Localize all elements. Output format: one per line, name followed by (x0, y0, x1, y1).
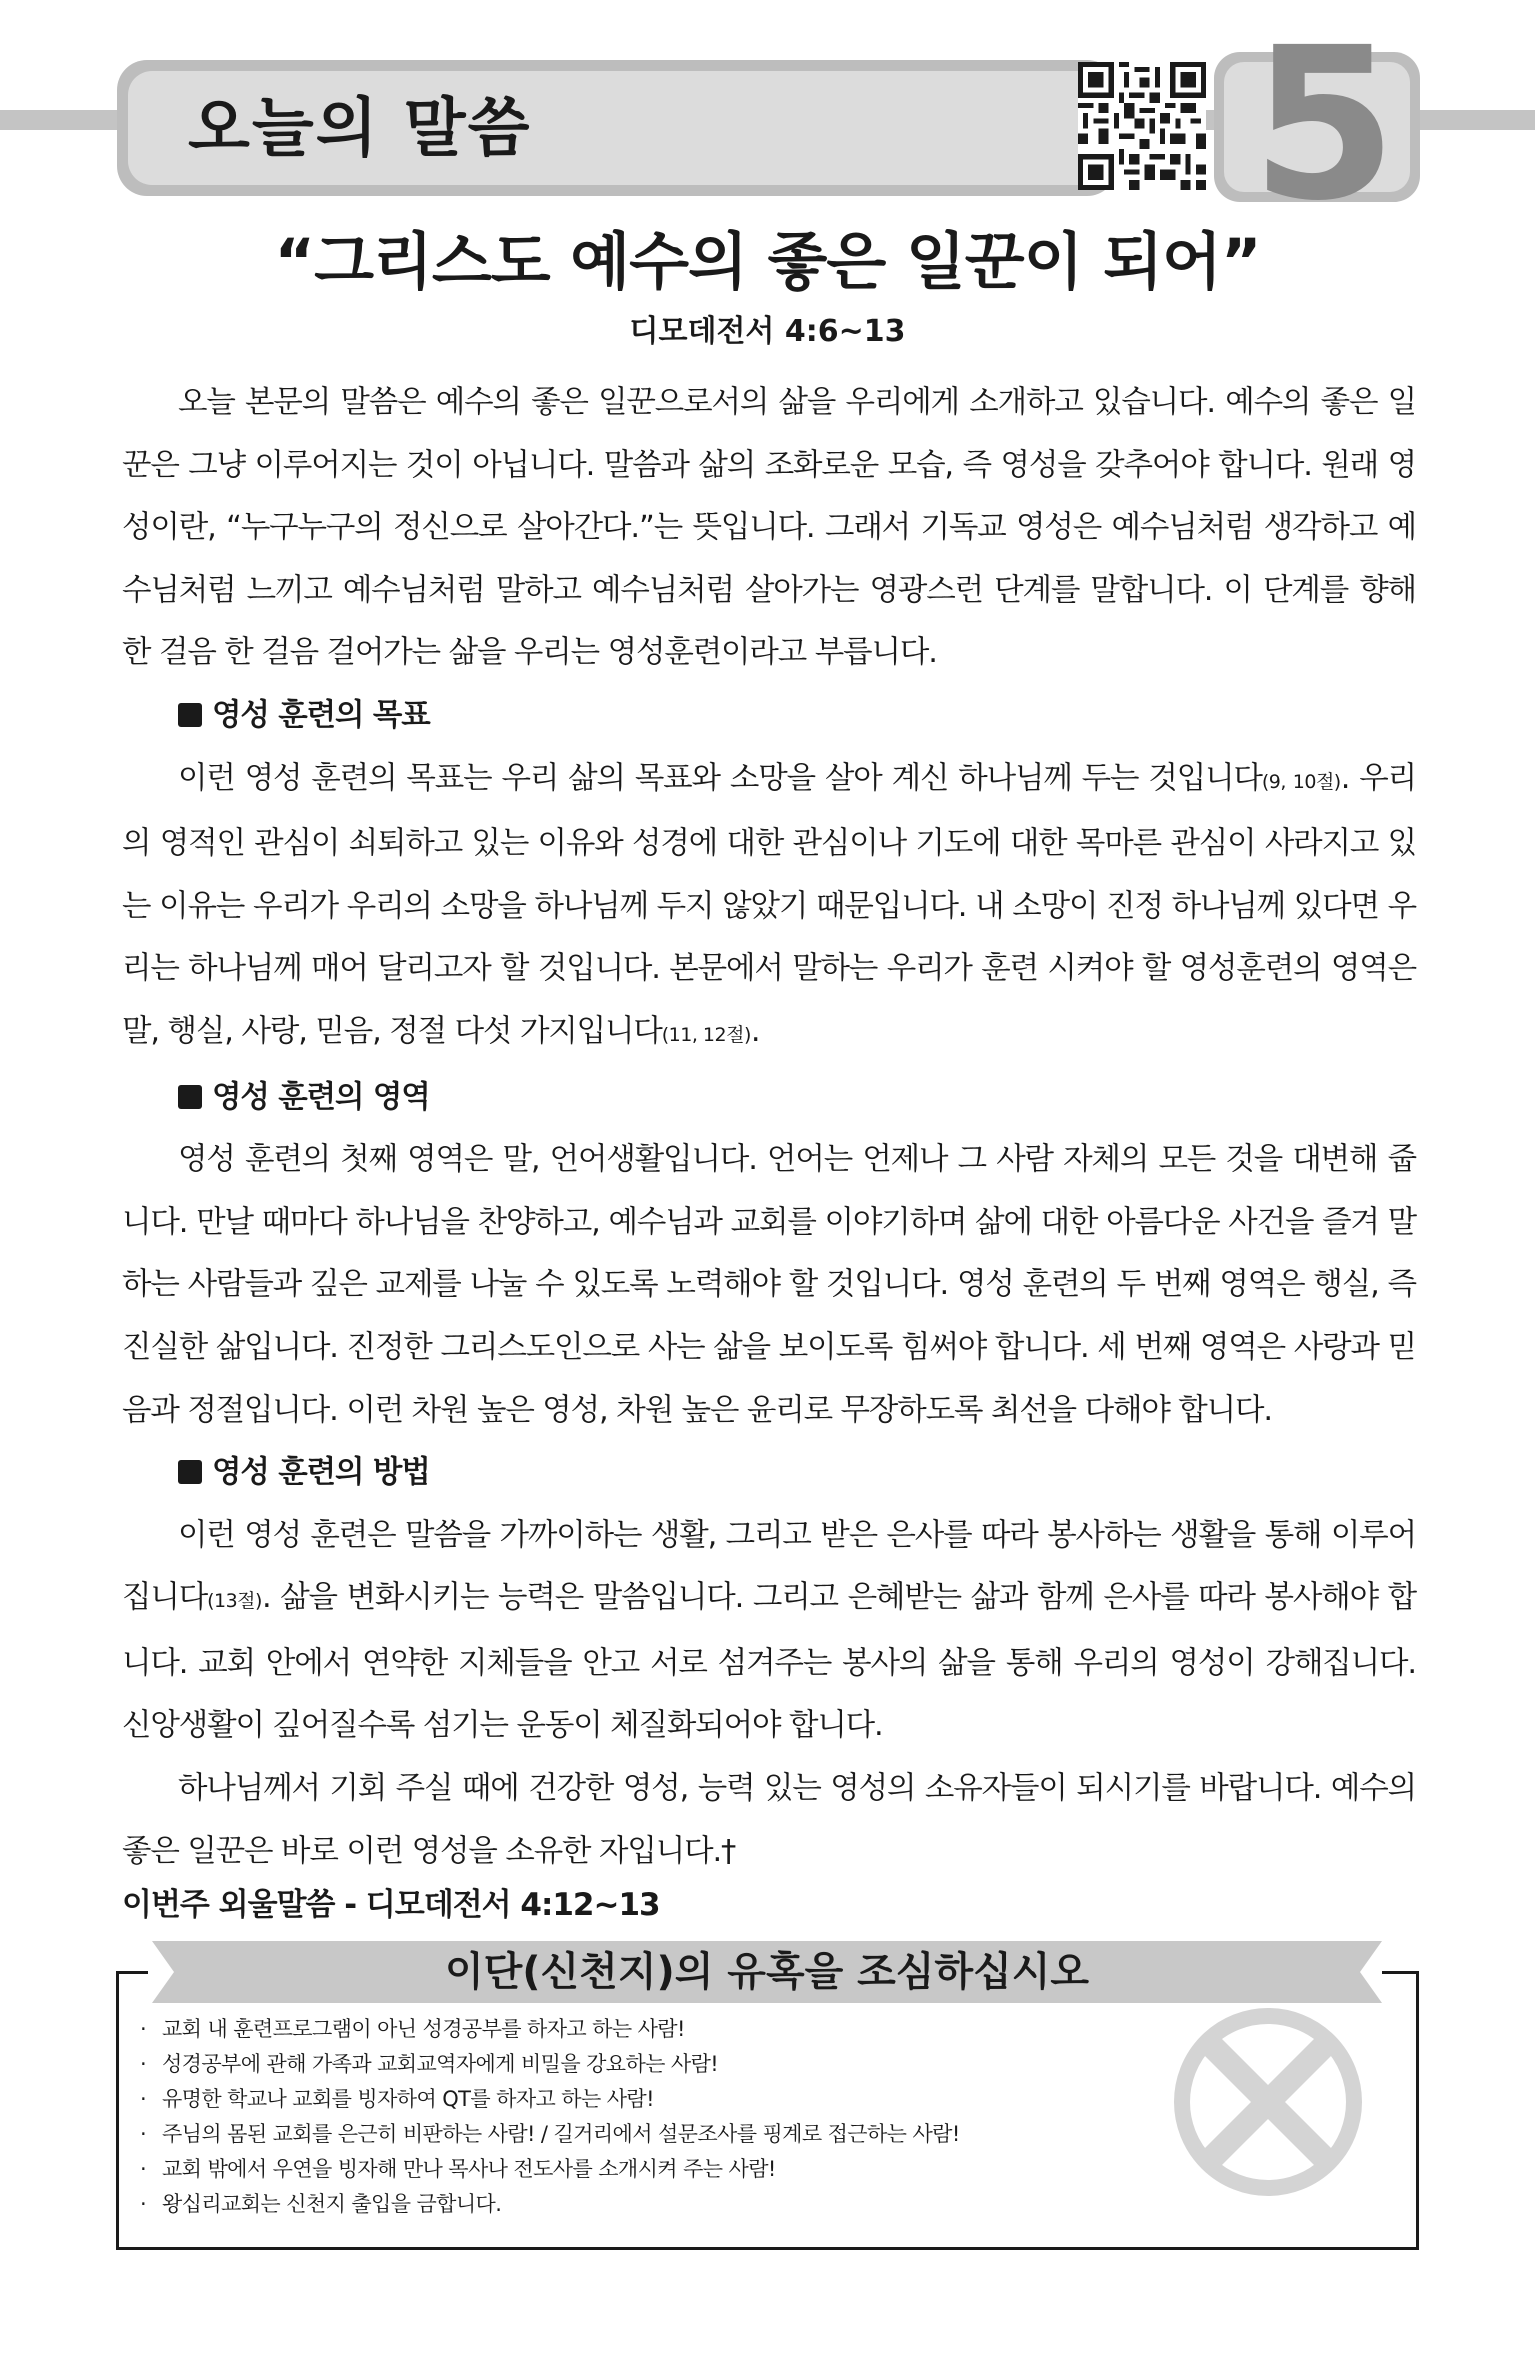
list-item: · 성경공부에 관해 가족과 교회교역자에게 비밀을 강요하는 사람! (140, 2047, 1160, 2082)
closing-paragraph: 하나님께서 기회 주실 때에 건강한 영성, 능력 있는 영성의 소유자들이 되시기를 바랍니다. 예수의 좋은 일꾼은 바로 이런 영성을 소유한 자입니다.† (122, 1771, 1416, 1869)
verse-ref: (9, 10절) (1261, 770, 1341, 793)
list-item: · 왕십리교회는 신천지 출입을 금합니다. (140, 2187, 1160, 2222)
sermon-body (122, 372, 1416, 1883)
weekly-memory-verse: 이번주 외울말씀 - 디모데전서 4:12~13 (122, 1887, 660, 1923)
section-heading-method: 영성 훈련의 방법 (122, 1442, 1416, 1505)
list-item: · 유명한 학교나 교회를 빙자하여 QT를 하자고 하는 사람! (140, 2082, 1160, 2117)
verse-ref: (13절) (207, 1590, 262, 1613)
section-heading-area: 영성 훈련의 영역 (122, 1067, 1416, 1130)
square-bullet-icon (178, 1460, 202, 1484)
verse-ref: (11, 12절) (661, 1023, 751, 1046)
goal-paragraph: 이런 영성 훈련의 목표는 우리 삶의 목표와 소망을 살아 계신 하나님께 두는 것입니다(9, 10절). 우리의 영적인 관심이 쇠퇴하고 있는 이유와 성경에 대한 관심이나 기도에 대한 목마른 관심이 사라지고 있는 이유는 우리가 우리의 소망을 하나님께 두지 않았기 때문입니다. 내 소망이 진정 하나님께 있다면 우리는 하나님께 매어 달리고자 할 것입니다. 본문에서 말하는 우리가 훈련 시켜야 할 영성훈련의 영역은 말, 행실, 사랑, 믿음, 정절 다섯 가지입니다(11, 12절). (122, 760, 1416, 1049)
x-circle-icon (1168, 2002, 1368, 2202)
sermon-title: “그리스도 예수의 좋은 일꾼이 되어” (274, 225, 1261, 298)
list-item: · 교회 밖에서 우연을 빙자해 만나 목사나 전도사를 소개시켜 주는 사람! (140, 2152, 1160, 2187)
list-item: · 교회 내 훈련프로그램이 아닌 성경공부를 하자고 하는 사람! (140, 2012, 1160, 2047)
warning-box-corner (1382, 1971, 1416, 1974)
qr-code-icon[interactable] (1078, 62, 1206, 190)
section-heading-goal: 영성 훈련의 목표 (122, 685, 1416, 748)
warning-title: 이단(신천지)의 유혹을 조심하십시오 (444, 1949, 1089, 1995)
square-bullet-icon (178, 703, 202, 727)
warning-box-corner (116, 1971, 148, 1974)
warning-list (140, 2012, 1160, 2222)
method-paragraph: 이런 영성 훈련은 말씀을 가까이하는 생활, 그리고 받은 은사를 따라 봉사하는 생활을 통해 이루어집니다(13절). 삶을 변화시키는 능력은 말씀입니다. 그리고 은혜받는 삶과 함께 은사를 따라 봉사해야 합니다. 교회 안에서 연약한 지체들을 안고 서로 섬겨주는 봉사의 삶을 통해 우리의 영성이 강해집니다. 신앙생활이 깊어질수록 섬기는 운동이 체질화되어야 합니다. (122, 1517, 1416, 1744)
list-item: · 주님의 몸된 교회를 은근히 비판하는 사람! / 길거리에서 설문조사를 핑계로 접근하는 사람! (140, 2117, 1160, 2152)
area-paragraph: 영성 훈련의 첫째 영역은 말, 언어생활입니다. 언어는 언제나 그 사람 자체의 모든 것을 대변해 줍니다. 만날 때마다 하나님을 찬양하고, 예수님과 교회를 이야기하며 삶에 대한 아름다운 사건을 즐겨 말하는 사람들과 깊은 교제를 나눌 수 있도록 노력해야 할 것입니다. 영성 훈련의 두 번째 영역은 행실, 즉 진실한 삶입니다. 진정한 그리스도인으로 사는 삶을 보이도록 힘써야 합니다. 세 번째 영역은 사랑과 믿음과 정절입니다. 이런 차원 높은 영성, 차원 높은 윤리로 무장하도록 최선을 다해야 합니다. (122, 1142, 1416, 1428)
issue-number: 5 (1250, 2, 1398, 247)
scripture-reference: 디모데전서 4:6~13 (629, 314, 906, 349)
section-title: 오늘의 말씀 (188, 92, 532, 166)
square-bullet-icon (178, 1085, 202, 1109)
intro-paragraph: 오늘 본문의 말씀은 예수의 좋은 일꾼으로서의 삶을 우리에게 소개하고 있습니다. 예수의 좋은 일꾼은 그냥 이루어지는 것이 아닙니다. 말씀과 삶의 조화로운 모습, 즉 영성을 갖추어야 합니다. 원래 영성이란, “누구누구의 정신으로 살아간다.”는 뜻입니다. 그래서 기독교 영성은 예수님처럼 생각하고 예수님처럼 느끼고 예수님처럼 말하고 예수님처럼 살아가는 영광스런 단계를 말합니다. 이 단계를 향해 한 걸음 한 걸음 걸어가는 삶을 우리는 영성훈련이라고 부릅니다. (122, 385, 1416, 671)
